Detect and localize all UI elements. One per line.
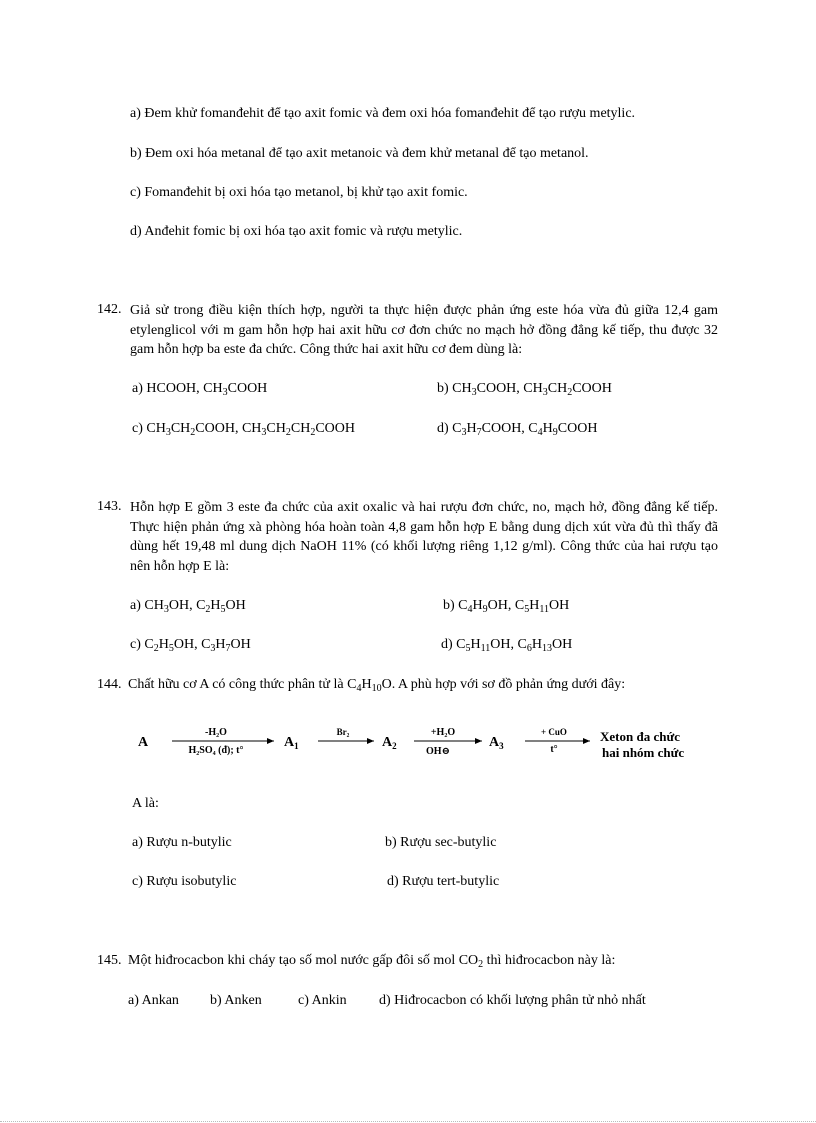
- q145-option-c: c) Ankin: [298, 993, 347, 1008]
- arrow-4-top-label: + CuO: [541, 727, 567, 737]
- q141-option-c: c) Fomanđehit bị oxi hóa tạo metanol, bị khử tạo axit fomic.: [130, 185, 468, 200]
- q144-option-d: d) Rượu tert-butylic: [387, 874, 500, 889]
- q142-option-c: c) $CH_3CH_2COOH$, $CH_3CH_2CH_2COOH$: [132, 421, 355, 438]
- arrow-2-top-label: Br₂: [336, 727, 350, 737]
- arrow-3-top-label: +H₂O: [430, 727, 456, 738]
- q144-prompt: A là:: [132, 796, 159, 811]
- arrow-1-bottom-label: H₂SO₄ (đ); t°: [188, 745, 244, 756]
- q144-option-c: c) Rượu isobutylic: [132, 874, 237, 889]
- page-bottom-divider: [0, 1121, 816, 1122]
- compound-a1: $A_1$: [284, 735, 299, 751]
- compound-a2: $A_2$: [382, 735, 397, 751]
- q143-option-b: b) $C_4H_9OH$, $C_5H_{11}OH$: [443, 598, 570, 615]
- product-line-1: Xeton đa chức: [600, 729, 681, 744]
- q142-number: 142.: [97, 302, 122, 317]
- compound-a3: $A_3$: [489, 735, 504, 751]
- q145-text: Một hiđrocacbon khi cháy tạo số mol nước gấp đôi số mol $CO_2$ thì hiđrocacbon này là:: [128, 953, 616, 970]
- q142-text: Giả sử trong điều kiện thích hợp, người ta thực hiện được phản ứng este hóa vừa đủ giữa 12,4 gam etylenglicol với m gam hỗn hợp hai axit hữu cơ đơn chức no mạch hở đồng đẳng kế tiếp, thu được 32 gam hỗn hợp ba este đa chức. Công thức hai axit hữu cơ đem dùng là:: [130, 303, 718, 357]
- q143-option-c: c) $C_2H_5OH$, $C_3H_7OH$: [130, 637, 251, 654]
- q141-option-d: d) Anđehit fomic bị oxi hóa tạo axit fomic và rượu metylic.: [130, 224, 463, 239]
- q145-option-a: a) Ankan: [128, 993, 179, 1008]
- q144-text: Chất hữu cơ A có công thức phân tử là $C_4H_{10}O$. A phù hợp với sơ đồ phản ứng dưới đây:: [128, 677, 626, 694]
- q142-option-a: a) HCOOH, $CH_3COOH$: [132, 381, 268, 398]
- q144-number: 144.: [97, 677, 122, 692]
- q141-option-a: a) Đem khử fomanđehit để tạo axit fomic và đem oxi hóa fomanđehit để tạo rượu metylic.: [130, 106, 636, 121]
- q143-option-d: d) $C_5H_{11}OH$, $C_6H_{13}OH$: [441, 637, 573, 654]
- product-line-2: hai nhóm chức: [602, 745, 685, 760]
- q143-text: Hỗn hợp E gồm 3 este đa chức của axit oxalic và hai rượu đơn chức, no, mạch hở, đồng đẳng kế tiếp. Thực hiện phản ứng xà phòng hóa hoàn toàn 4,8 gam hỗn hợp E bằng dung dịch xút vừa đủ thì thấy đã dùng hết 19,48 ml dung dịch NaOH 11% (có khối lượng riêng 1,12 g/ml). Công thức của hai rượu tạo nên hỗn hợp E là:: [130, 500, 718, 574]
- compound-a: A: [138, 735, 149, 750]
- arrow-4-bottom-label: t°: [550, 744, 558, 755]
- q143-option-a: a) $CH_3OH$, $C_2H_5OH$: [130, 598, 246, 615]
- q141-option-b: b) Đem oxi hóa metanal để tạo axit metanoic và đem khử metanal để tạo metanol.: [130, 146, 589, 161]
- arrow-1-top-label: -H₂O: [205, 727, 227, 738]
- q145-option-d: d) Hiđrocacbon có khối lượng phân tử nhỏ nhất: [379, 993, 646, 1008]
- reaction-scheme: [130, 722, 710, 768]
- q142-option-b: b) $CH_3COOH$, $CH_3CH_2COOH$: [437, 381, 612, 398]
- q142-option-d: d) $C_3H_7COOH$, $C_4H_9COOH$: [437, 421, 598, 438]
- q145-option-b: b) Anken: [210, 993, 262, 1008]
- q145-number: 145.: [97, 953, 122, 968]
- q144-option-b: b) Rượu sec-butylic: [385, 835, 497, 850]
- q143-number: 143.: [97, 499, 122, 514]
- arrow-3-bottom-label: OH⊖: [426, 746, 450, 757]
- q144-option-a: a) Rượu n-butylic: [132, 835, 232, 850]
